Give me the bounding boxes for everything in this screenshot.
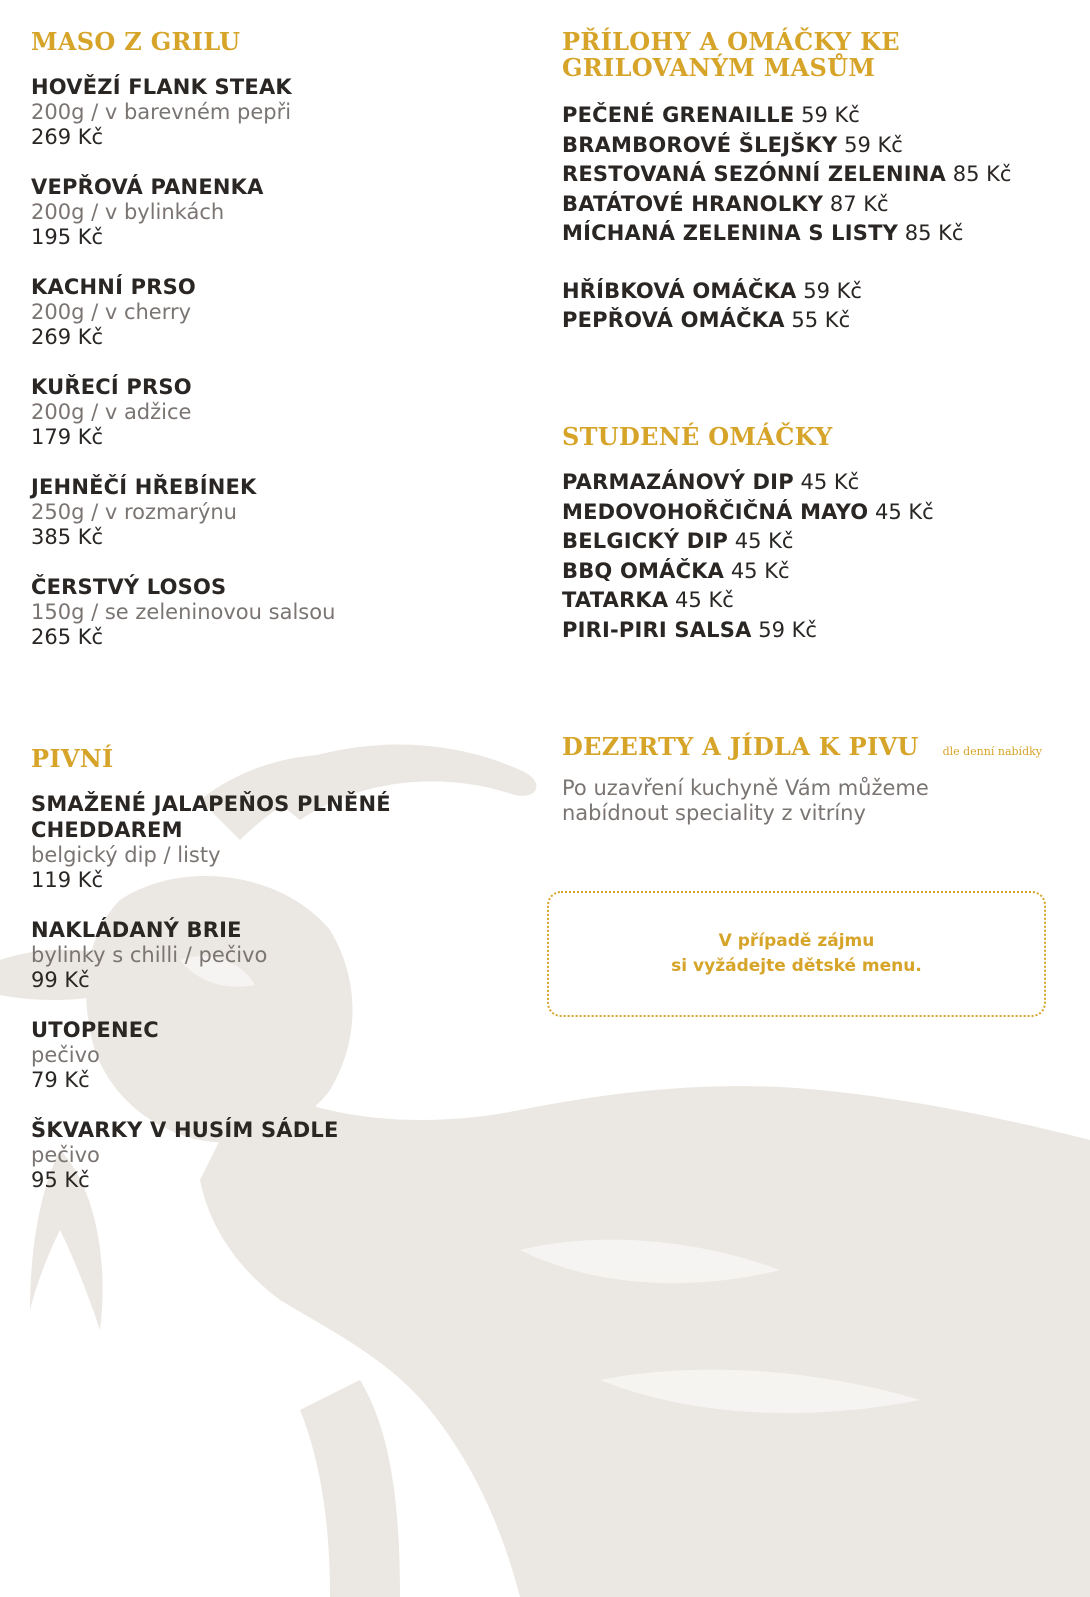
side-item [562,131,1062,161]
sauce-item [562,557,1062,587]
menu-item [31,74,511,150]
menu-item [31,791,461,893]
item-desc: 200g / v barevném pepři [31,100,292,124]
item-price: 269 Kč [31,125,104,149]
kids-menu-notice [547,891,1046,1017]
daily-offer-note: dle denní nabídky [942,745,1042,758]
item-name: PIRI-PIRI SALSA [562,617,752,642]
item-name: KACHNÍ PRSO [31,275,196,299]
item-price: 269 Kč [31,325,104,349]
section-prilohy [562,29,1062,336]
item-desc: bylinky s chilli / pečivo [31,943,268,967]
item-name: KUŘECÍ PRSO [31,375,192,399]
item-price: 45 Kč [734,529,794,553]
dezerty-text-line: nabídnout speciality z vitríny [562,801,866,825]
item-price: 179 Kč [31,425,104,449]
section-maso-z-grilu [31,29,511,674]
sauce-item [562,468,1062,498]
item-price: 99 Kč [31,968,90,992]
item-price: 265 Kč [31,625,104,649]
item-name: ŠKVARKY V HUSÍM SÁDLE [31,1118,339,1142]
item-price: 87 Kč [829,191,889,216]
item-desc: 200g / v adžice [31,400,192,424]
item-desc: 200g / v cherry [31,300,192,324]
item-desc: pečivo [31,1143,100,1167]
item-desc: pečivo [31,1043,100,1067]
item-price: 85 Kč [904,221,964,245]
item-price: 95 Kč [31,1168,90,1192]
sauce-item [562,498,1062,528]
item-name: MEDOVOHOŘČIČNÁ MAYO [562,499,869,524]
section-title-line: PŘÍLOHY A OMÁČKY KE [562,27,900,56]
item-price: 59 Kč [801,103,860,127]
item-name: PEČENÉ GRENAILLE [562,103,795,127]
item-price: 45 Kč [875,499,934,524]
item-name: TATARKA [562,588,669,612]
section-studene-omacky [562,424,1062,645]
sauce-item [562,306,1062,336]
item-desc: 150g / se zeleninovou salsou [31,600,336,624]
item-name: UTOPENEC [31,1018,159,1042]
menu-item [31,1117,461,1193]
item-name: SMAŽENÉ JALAPEŇOS PLNĚNÉ CHEDDAREM [31,792,391,842]
item-desc: 200g / v bylinkách [31,200,225,224]
menu-item [31,274,511,350]
item-price: 119 Kč [31,868,104,892]
kids-notice-line: V případě zájmu [718,931,875,951]
menu-item [31,917,461,993]
item-price: 85 Kč [952,162,1012,186]
item-name: JEHNĚČÍ HŘEBÍNEK [31,475,257,499]
item-name: ČERSTVÝ LOSOS [31,575,227,599]
section-title: STUDENÉ OMÁČKY [562,422,833,451]
kids-notice-line: si vyžádejte dětské menu. [671,956,922,976]
item-price: 45 Kč [800,470,860,494]
menu-item [31,474,511,550]
item-price: 385 Kč [31,525,104,549]
section-title: MASO Z GRILU [31,27,241,56]
section-title [562,29,1062,81]
sauce-item [562,616,1062,646]
menu-item [31,174,511,250]
section-title: DEZERTY A JÍDLA K PIVU [562,732,919,761]
section-dezerty [562,734,1042,826]
item-name: PARMAZÁNOVÝ DIP [562,470,794,494]
item-name: PEPŘOVÁ OMÁČKA [562,308,785,332]
item-price: 55 Kč [791,308,851,332]
item-price: 59 Kč [758,617,817,642]
item-price: 45 Kč [730,558,790,583]
section-title: PIVNÍ [31,744,114,773]
item-price: 59 Kč [803,278,862,303]
item-name: NAKLÁDANÝ BRIE [31,918,242,942]
dezerty-text [562,776,1042,826]
menu-item [31,574,511,650]
item-name: RESTOVANÁ SEZÓNNÍ ZELENINA [562,162,947,186]
side-item [562,190,1062,220]
item-name: BELGICKÝ DIP [562,529,729,553]
side-item [562,219,1062,249]
side-item [562,101,1062,131]
section-pivni [31,746,461,1217]
item-price: 195 Kč [31,225,104,249]
item-price: 59 Kč [844,132,903,157]
item-name: HŘÍBKOVÁ OMÁČKA [562,278,797,303]
item-name: BRAMBOROVÉ ŠLEJŠKY [562,132,838,157]
side-item [562,160,1062,190]
sauce-item [562,527,1062,557]
menu-item [31,1017,461,1093]
dezerty-text-line: Po uzavření kuchyně Vám můžeme [562,776,929,800]
item-name: HOVĚZÍ FLANK STEAK [31,75,292,99]
section-title-line: GRILOVANÝM MASŮM [562,53,876,82]
item-name: MÍCHANÁ ZELENINA S LISTY [562,221,899,245]
item-name: BATÁTOVÉ HRANOLKY [562,191,824,216]
sauce-item [562,277,1062,307]
menu-item [31,374,511,450]
item-name: VEPŘOVÁ PANENKA [31,175,264,199]
item-desc: 250g / v rozmarýnu [31,500,237,524]
item-desc: belgický dip / listy [31,843,221,867]
item-name: BBQ OMÁČKA [562,558,725,583]
item-price: 45 Kč [675,588,734,612]
sauce-item [562,586,1062,616]
item-price: 79 Kč [31,1068,90,1092]
